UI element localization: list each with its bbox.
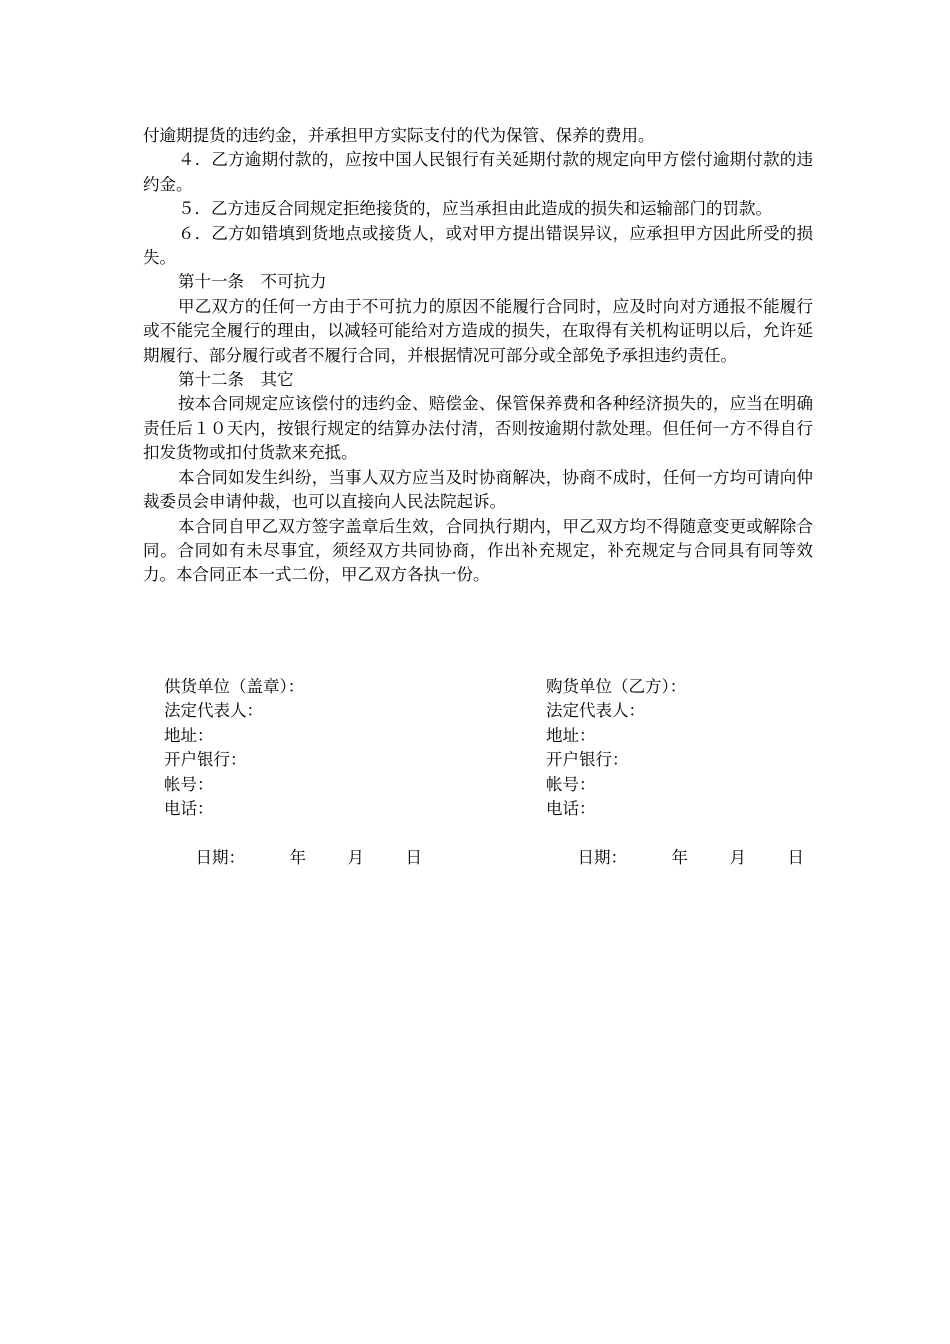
supplier-rep-label: 法定代表人： <box>164 701 263 721</box>
buyer-address-label: 地址： <box>546 725 596 745</box>
supplier-phone-label: 电话： <box>164 799 214 819</box>
buyer-bank-label: 开户银行： <box>546 750 629 770</box>
buyer-rep-label: 法定代表人： <box>546 701 645 721</box>
buyer-signature-block <box>546 675 804 895</box>
payment-paragraph: 按本合同规定应该偿付的违约金、赔偿金、保管保养费和各种经济损失的，应当在明确责任后１０天内，按银行规定的结算办法付清，否则按逾期付款处理。但任何一方不得自行扣发货物或扣付货款来充抵。 <box>143 394 813 463</box>
buyer-date-row <box>546 821 804 894</box>
buyer-account-label: 帐号： <box>546 774 596 794</box>
supplier-address-label: 地址： <box>164 725 214 745</box>
clause-item-4: ４．乙方逾期付款的，应按中国人民银行有关延期付款的规定向甲方偿付逾期付款的违约金。 <box>143 150 813 194</box>
article-11-heading: 第十一条 不可抗力 <box>178 272 327 292</box>
clause-item-5: ５．乙方违反合同规定拒绝接货的，应当承担由此造成的损失和运输部门的罚款。 <box>178 199 772 219</box>
year-label: 年 <box>671 847 688 867</box>
day-label: 日 <box>405 847 422 867</box>
supplier-signature-block <box>164 675 422 895</box>
article-12-heading: 第十二条 其它 <box>178 370 294 390</box>
buyer-unit-label: 购货单位（乙方）： <box>546 677 687 696</box>
dispute-paragraph: 本合同如发生纠纷，当事人双方应当及时协商解决，协商不成时，任何一方均可请向仲裁委员会申请仲裁，也可以直接向人民法院起诉。 <box>143 467 813 512</box>
month-label: 月 <box>347 847 364 867</box>
clause-item-6: ６．乙方如错填到货地点或接货人，或对甲方提出错误异议，应承担甲方因此所受的损失。 <box>143 223 813 268</box>
effectiveness-paragraph: 本合同自甲乙双方签字盖章后生效，合同执行期内，甲乙双方均不得随意变更或解除合同。合同如有未尽事宜，须经双方共同协商，作出补充规定，补充规定与合同具有同等效力。本合同正本一式二份，甲乙双方各执一份。 <box>143 516 813 585</box>
year-label: 年 <box>289 847 306 867</box>
supplier-bank-label: 开户银行： <box>164 750 247 770</box>
paragraph: 付逾期提货的违约金，并承担甲方实际支付的代为保管、保养的费用。 <box>143 126 655 145</box>
contract-body <box>143 124 813 588</box>
supplier-account-label: 帐号： <box>164 774 214 794</box>
supplier-date-row <box>164 821 422 894</box>
force-majeure-paragraph: 甲乙双方的任何一方由于不可抗力的原因不能履行合同时，应及时向对方通报不能履行或不能完全履行的理由，以减轻可能给对方造成的损失，在取得有关机构证明以后，允许延期履行、部分履行或者不履行合同，并根据情况可部分或全部免予承担违约责任。 <box>143 296 813 365</box>
day-label: 日 <box>787 847 804 867</box>
buyer-phone-label: 电话： <box>546 799 596 819</box>
date-label: 日期： <box>195 847 245 867</box>
date-label: 日期： <box>577 847 627 867</box>
month-label: 月 <box>729 847 746 867</box>
supplier-unit-label: 供货单位（盖章）： <box>164 677 305 696</box>
